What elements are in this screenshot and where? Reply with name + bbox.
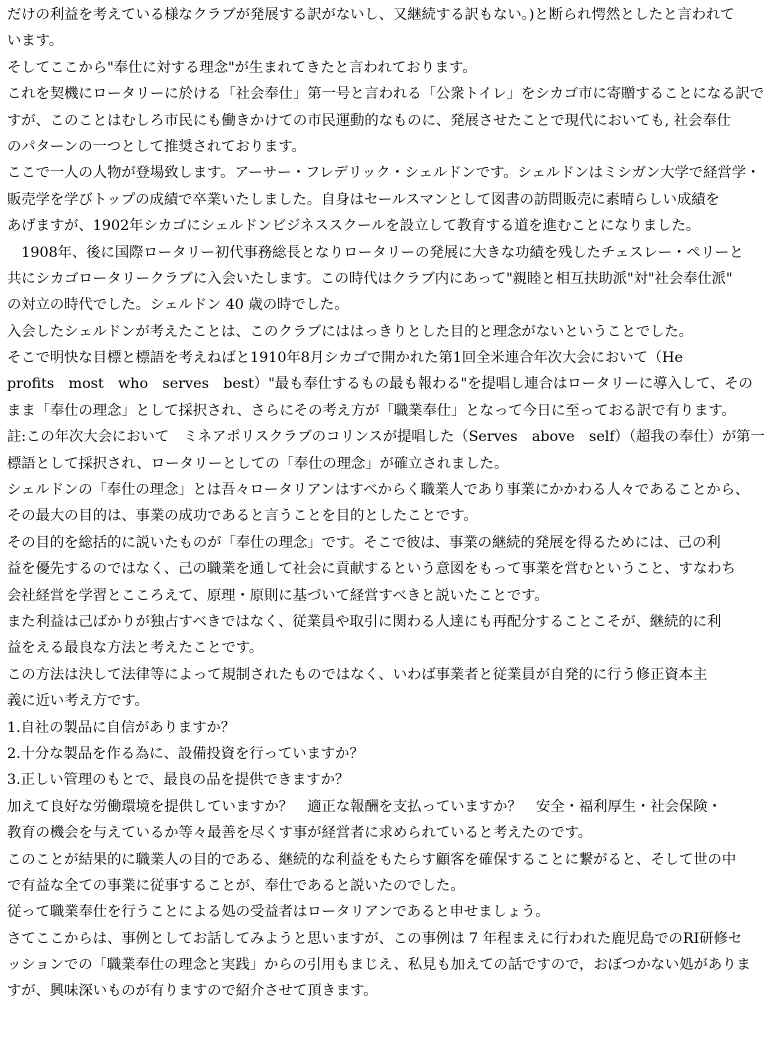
text-line-2: います。	[7, 33, 64, 50]
text-line-12: の対立の時代でした。シェルドン 40 歳の時でした。	[7, 297, 349, 314]
text-line-26: この方法は決して法律等によって規制されたものではなく、いわば事業者と従業員が自発的に行う修正資本主	[7, 666, 708, 683]
text-line-8: 販売学を学びトップの成績で卒業いたしました。自身はセールスマンとして図書の訪問販売に素晴らしい成績を	[7, 191, 720, 208]
text-line-34: で有益な全ての事業に従事することが、奉仕であると説いたのでした。	[7, 877, 465, 894]
text-line-10: 1908年、後に国際ロータリー初代事務総長となりロータリーの発展に大きな功績を残したチェスレー・ペリーと	[7, 244, 744, 261]
list-item-3: 3.正しい管理のもとで、最良の品を提供できますか？	[7, 772, 350, 789]
text-line-27: 義に近い考え方です。	[7, 693, 149, 710]
text-line-25: 益をえる最良な方法と考えたことです。	[7, 640, 264, 657]
text-line-14: そこで明快な目標と標語を考えねばと1910年8月シカゴで開かれた第1回全米連合年次大会において（He	[7, 350, 683, 367]
text-line-23: 会社経営を学習とこころえて、原理・原則に基づいて経営すべきと説いたことです。	[7, 587, 549, 604]
text-line-38: すが、興味深いものが有りますので紹介させて頂きます。	[7, 983, 378, 1000]
text-line-24: また利益は己ばかりが独占すべきではなく、従業員や取引に関わる人達にも再配分することこそが、継続的に利	[7, 613, 722, 630]
text-line-35: 従って職業奉仕を行うことによる処の受益者はロータリアンであると申せましょう。	[7, 904, 550, 921]
text-line-5: すが、このことはむしろ市民にも働きかけての市民運動的なものに、発展させたことで現代においても, 社会奉仕	[7, 112, 731, 129]
text-line-17: 註:この年次大会において ミネアポリスクラブのコリンスが提唱した（Serves above self）（超我の奉仕）が第一	[7, 429, 765, 446]
text-line-32: 教育の機会を与えているか等々最善を尽くす事が経営者に求められていると考えたのです。	[7, 825, 593, 842]
text-line-15: profits most who serves best）"最も奉仕するもの最も報わる"を提唱し連合はロータリーに導入して、その	[7, 376, 753, 393]
text-line-4: これを契機にロータリーに於ける「社会奉仕」第一号と言われる「公衆トイレ」をシカゴ市に寄贈することになる訳で	[7, 86, 765, 103]
text-line-19: シェルドンの「奉仕の理念」とは吾々ロータリアンはすべからく職業人であり事業にかかわる人々であることから、	[7, 482, 750, 499]
text-line-20: その最大の目的は、事業の成功であると言うことを目的としたことです。	[7, 508, 478, 525]
text-line-11: 共にシカゴロータリークラブに入会いたします。この時代はクラブ内にあって"親睦と相互扶助派"対"社会奉仕派"	[7, 270, 733, 287]
text-line-16: まま「奉仕の理念」として採択され、さらにその考え方が「職業奉仕」となって今日に至っておる訳で有ります。	[7, 402, 736, 419]
text-line-18: 標語として採択され、ロータリーとしての「奉仕の理念」が確立されました。	[7, 455, 509, 472]
list-item-1: 1.自社の製品に自信がありますか？	[7, 719, 236, 736]
text-line-22: 益を優先するのではなく、己の職業を通して社会に貢献するという意図をもって事業を営むということ、すなわち	[7, 561, 736, 578]
text-line-7: ここで一人の人物が登場致します。アーサー・フレデリック・シェルドンです。シェルドンはミシガン大学で経営学・	[7, 165, 761, 182]
text-line-6: のパターンの一つとして推奨されております。	[7, 138, 306, 155]
text-line-9: あげますが、1902年シカゴにシェルドンビジネススクールを設立して教育する道を進むことになりました。	[7, 218, 701, 235]
text-line-3: そしてここから"奉仕に対する理念"が生まれてきたと言われております。	[7, 59, 477, 76]
text-line-1: だけの利益を考えている様なクラブが発展する訳がないし、又継続する訳もない。)と断られ愕然としたと言われて	[7, 7, 735, 23]
text-line-37: ッションでの「職業奉仕の理念と実践」からの引用もまじえ、私見も加えての話ですので，おぼつかない処がありま	[7, 957, 751, 974]
text-line-36: さてここからは、事例としてお話してみようと思いますが、この事例は 7 年程まえに行われた鹿児島でのRI研修セ	[7, 930, 743, 947]
text-line-31: 加えて良好な労働環境を提供していますか？ 適正な報酬を支払っていますか？ 安全・福利厚生・社会保険・	[7, 798, 722, 815]
text-line-13: 入会したシェルドンが考えたことは、このクラブにははっきりとした目的と理念がないということでした。	[7, 323, 693, 340]
text-line-33: このことが結果的に職業人の目的である、継続的な利益をもたらす顧客を確保することに繋がると、そして世の中	[7, 851, 737, 868]
text-line-21: その目的を総括的に説いたものが「奉仕の理念」です。そこで彼は、事業の継続的発展を得るためには、己の利	[7, 534, 721, 551]
list-item-2: 2.十分な製品を作る為に、設備投資を行っていますか？	[7, 745, 364, 762]
